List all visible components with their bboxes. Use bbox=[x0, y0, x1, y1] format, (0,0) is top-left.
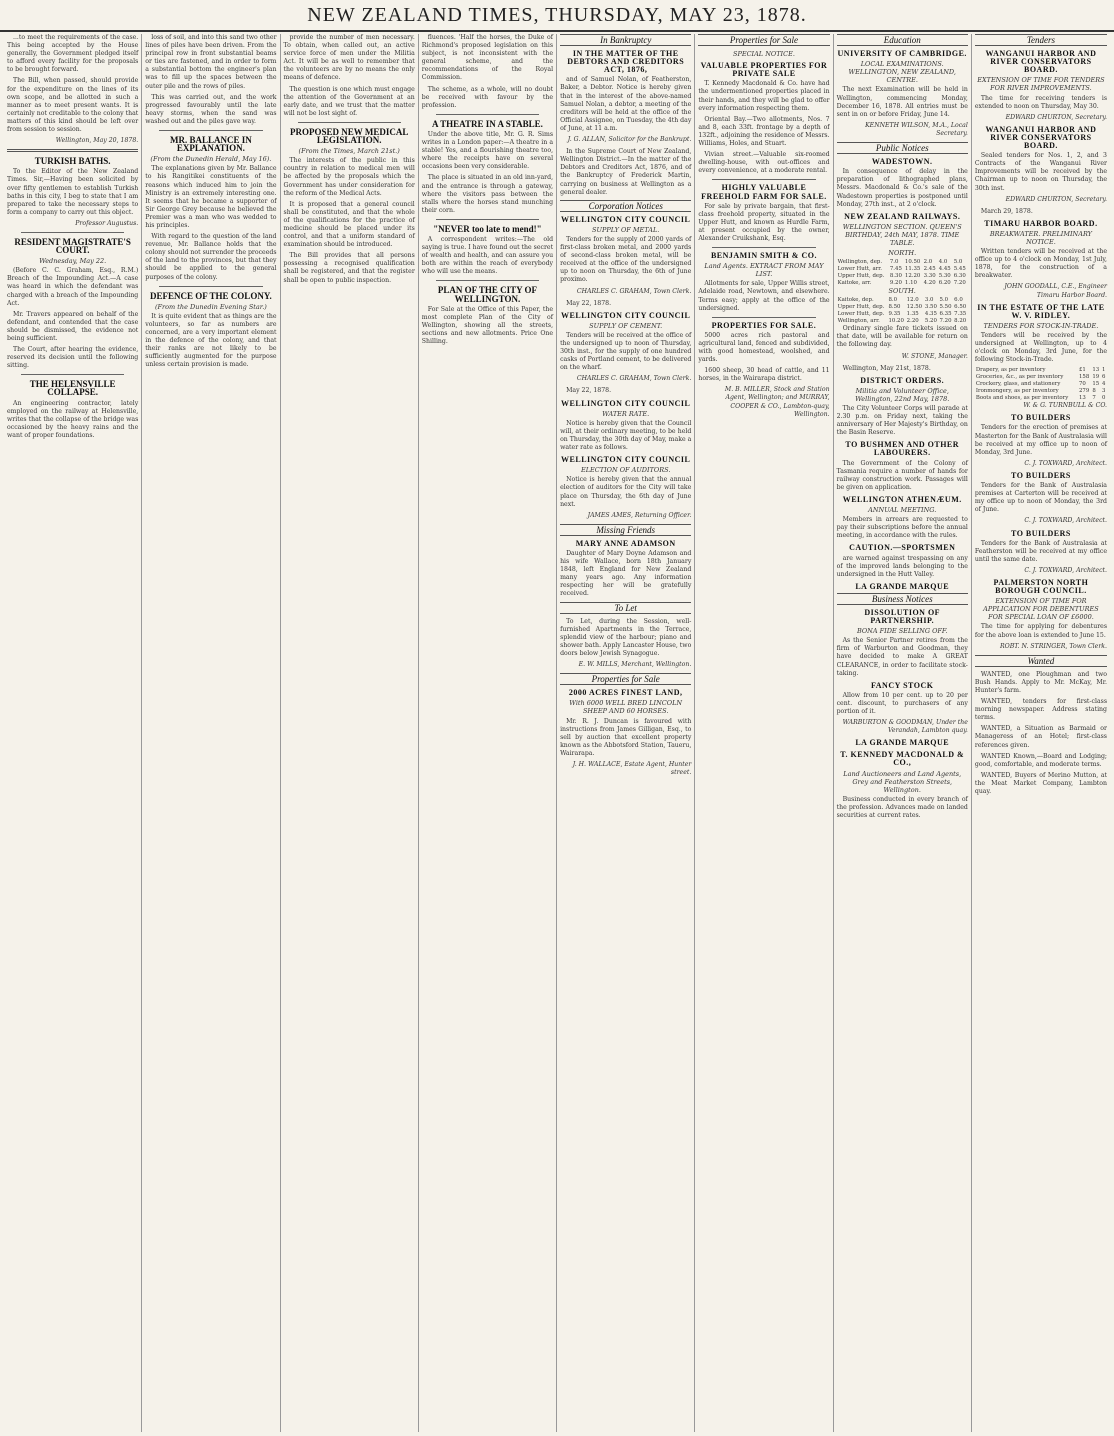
notice-subheading: WELLINGTON SECTION. QUEEN'S BIRTHDAY, 24th MAY, 1878. TIME TABLE. bbox=[842, 222, 962, 247]
section-banner: Properties for Sale bbox=[698, 34, 829, 46]
notice-heading: UNIVERSITY OF CAMBRIDGE. bbox=[837, 49, 967, 59]
tender-row: Boots and shoes, as per inventory 13 7 0 bbox=[975, 395, 1106, 402]
section-heading: PLAN OF THE CITY OF WELLINGTON. bbox=[437, 285, 538, 304]
article-paragraph: The place is situated in an old inn-yard, and the entrance is through a gateway, where the visitors pass between the stalls where the horses stand munching their corn. bbox=[421, 174, 554, 214]
section-banner: Corporation Notices bbox=[560, 200, 691, 212]
signature: EDWARD CHURTON, Secretary. bbox=[1005, 195, 1107, 203]
signature: C. J. TOXWARD, Architect. bbox=[1024, 566, 1107, 574]
notice-text: 1600 sheep, 30 head of cattle, and 11 horses, in the Wairarapa district. bbox=[698, 367, 830, 383]
notice-text: Members in arrears are requested to pay their subscriptions before the annual meeting, in accordance with the rules. bbox=[836, 516, 968, 540]
tender-row: Drapery, as per inventory £1 13 1 bbox=[975, 367, 1106, 374]
section-banner: Business Notices bbox=[837, 593, 968, 605]
divider bbox=[436, 114, 539, 115]
timetable-row: Upper Hutt, dep. 8.50 12.50 3.50 5.50 6.50 bbox=[837, 304, 967, 311]
article-paragraph: ...to meet the requirements of the case. This being accepted by the House generally, the Government pledged itself to afford every facility for the proposals to be brought forward. bbox=[7, 34, 139, 74]
columns bbox=[4, 34, 1110, 1432]
divider bbox=[712, 317, 815, 318]
section-banner: Missing Friends bbox=[560, 524, 691, 536]
notice-heading: IN THE ESTATE OF THE LATE W. V. RIDLEY. bbox=[977, 302, 1105, 320]
column-3 bbox=[281, 34, 419, 1432]
notice-heading: BENJAMIN SMITH & CO. bbox=[710, 251, 817, 261]
notice-heading: LA GRANDE MARQUE bbox=[855, 738, 950, 748]
notice-text: Notice is hereby given that the annual election of auditors for the City will take place on Thursday, the 6th day of June next. bbox=[560, 476, 692, 508]
column-6 bbox=[695, 34, 833, 1432]
notice-text: For sale by private bargain, that first-class freehold property, situated in the Upper Hutt, and known as Hurdle Farm, at present occupied by the owner, Alexander Cruikshank, Esq. bbox=[698, 202, 830, 242]
notice-heading: HIGHLY VALUABLE FREEHOLD FARM FOR SALE. bbox=[701, 183, 827, 201]
wanted-ad: WANTED Known,—Board and Lodging; good, comfortable, and moderate terms. bbox=[974, 752, 1107, 768]
column-4 bbox=[419, 34, 557, 1432]
section-heading: TURKISH BATHS. bbox=[34, 156, 111, 167]
notice-text: Allotments for sale, Upper Willis street, Adelaide road, Newtown, and elsewhere. Terms easy; apply at the office of the undersigned. bbox=[698, 280, 830, 312]
notice-subheading: EXTENSION OF TIME FOR APPLICATION FOR DEBENTURES FOR SPECIAL LOAN OF £6000. bbox=[983, 597, 1099, 622]
section-banner: Properties for Sale bbox=[560, 673, 691, 685]
divider bbox=[21, 374, 124, 375]
timetable-row: Upper Hutt, dep. 8.30 12.20 3.30 5.30 6.30 bbox=[837, 273, 966, 280]
article-paragraph: This was carried out, and the work progressed favourably until the late heavy storms, when the sand was washed out and the piles gave way. bbox=[145, 93, 277, 125]
timetable-north bbox=[837, 259, 968, 287]
section-heading: A THEATRE IN A STABLE. bbox=[432, 118, 543, 129]
divider bbox=[159, 286, 262, 287]
tender-row: Ironmongery, as per inventory 279 8 3 bbox=[975, 388, 1106, 395]
signature: W. STONE, Manager. bbox=[901, 352, 968, 360]
notice-text: T. Kennedy Macdonald & Co. have had the undermentioned properties placed in their hands, and they will be glad to offer every information respecting them. bbox=[698, 80, 830, 112]
notice-heading: WELLINGTON CITY COUNCIL bbox=[561, 214, 691, 224]
timetable-south bbox=[837, 297, 968, 325]
notice-subheading: LOCAL EXAMINATIONS. WELLINGTON, NEW ZEALAND, CENTRE. bbox=[848, 60, 956, 85]
notice-date: May 22, 1878. bbox=[566, 387, 612, 395]
section-banner: Tenders bbox=[975, 34, 1107, 46]
article-paragraph: (Before C. C. Graham, Esq., R.M.) Breach of the Impounding Act.—A case was heard in which the defendant was charged with a breach of the Impounding Act. bbox=[7, 267, 139, 307]
divider bbox=[712, 179, 815, 180]
notice-heading: FANCY STOCK bbox=[870, 680, 934, 690]
notice-text: Tenders will be received by the undersigned at Wellington, up to 4 o'clock on Monday, 3rd June, for the following Stock-in-Trade. bbox=[974, 331, 1107, 364]
notice-heading: DISSOLUTION OF PARTNERSHIP. bbox=[864, 607, 941, 626]
notice-date: March 29, 1878. bbox=[980, 207, 1033, 215]
wanted-ad: WANTED, tenders for first-class morning newspaper. Address stating terms. bbox=[974, 698, 1107, 722]
notice-heading: TO BUILDERS bbox=[1011, 470, 1071, 480]
article-paragraph: loss of soil, and into this sand two other lines of piles have been driven. From the principal row in front substantial beams or ties are fastened, and in order to form a substantial bottom the engineer's plan was to fill up the spaces between the outer pile and the rows of piles. bbox=[145, 34, 277, 90]
notice-text: Daughter of Mary Doyne Adamson and his wife Wallace, born 18th January 1848, left England for New Zealand many years ago. Any information respecting her will be gratefully received. bbox=[560, 549, 692, 598]
notice-text: 5000 acres rich pastoral and agricultural land, fenced and subdivided, with good homestead, woolshed, and yards. bbox=[698, 331, 830, 364]
section-banner: Education bbox=[837, 34, 968, 46]
column-5 bbox=[557, 34, 695, 1432]
section-banner: To Let bbox=[560, 602, 691, 614]
tender-table bbox=[975, 367, 1107, 402]
article-paragraph: It is proposed that a general council shall be constituted, and that the whole of the qualifications for the practice of medicine should be placed under its control, and that a uniform standard of examination should be introduced. bbox=[283, 200, 415, 249]
section-heading: THE HELENSVILLE COLLAPSE. bbox=[29, 379, 116, 398]
notice-text: Allow from 10 per cent. up to 20 per cent. discount, to purchasers of any portion of it. bbox=[836, 691, 968, 715]
notice-heading: DISTRICT ORDERS. bbox=[860, 375, 945, 385]
notice-heading: TO BUILDERS bbox=[1011, 413, 1071, 423]
notice-heading: WANGANUI HARBOR AND RIVER CONSERVATORS BOARD. bbox=[985, 124, 1097, 151]
notice-text: The time for applying for debentures for the above loan is extended to June 15. bbox=[974, 623, 1107, 639]
divider bbox=[7, 149, 138, 152]
notice-heading: PALMERSTON NORTH BOROUGH COUNCIL. bbox=[993, 577, 1089, 596]
signature: JAMES AMES, Returning Officer. bbox=[587, 511, 692, 519]
timetable-row: Lower Hutt, arr. 7.45 11.35 2.45 4.45 5.45 bbox=[837, 266, 966, 273]
signature: C. J. TOXWARD, Architect. bbox=[1024, 459, 1107, 467]
notice-subheading: SPECIAL NOTICE. bbox=[733, 50, 795, 59]
notice-subheading: BONA FIDE SELLING OFF. bbox=[856, 627, 948, 636]
column-8 bbox=[972, 34, 1110, 1432]
notice-text: To Let, during the Session, well-furnished Apartments in the Terrace, splendid view of the harbour; piano and shower bath. Apply Lancaster House, two doors below Jewish Synagogue. bbox=[560, 617, 692, 657]
notice-text: The time for receiving tenders is extended to noon on Thursday, May 30. bbox=[974, 94, 1107, 110]
article-paragraph: Under the above title, Mr. G. R. Sims writes in a London paper:—A theatre in a stable! Yes, and a flourishing theatre too, where the receipts have on several occasions been very considerable. bbox=[421, 130, 554, 171]
timetable-row: Kaitoke, arr. 9.20 1.10 4.20 6.20 7.20 bbox=[837, 280, 966, 287]
divider bbox=[436, 219, 539, 220]
timetable-label: SOUTH. bbox=[888, 287, 916, 296]
newspaper-title: NEW ZEALAND TIMES, THURSDAY, MAY 23, 1878. bbox=[307, 4, 807, 26]
notice-subheading: WATER RATE. bbox=[602, 409, 650, 418]
notice-subheading: SUPPLY OF METAL. bbox=[592, 225, 660, 234]
divider bbox=[21, 232, 124, 233]
notice-heading: CAUTION.—SPORTSMEN bbox=[849, 543, 956, 553]
article-paragraph: With regard to the question of the land revenue, Mr. Ballance holds that the colony should not surrender the proceeds of the land to the provinces, but that they should be applied to the general purposes of the colony. bbox=[145, 233, 277, 281]
article-paragraph: The interests of the public in this country in relation to medical men will be affected by the proposals which the Government has under consideration for the reform of the Medical Acts. bbox=[283, 157, 415, 197]
notice-heading: VALUABLE PROPERTIES FOR PRIVATE SALE bbox=[700, 61, 828, 79]
article-paragraph: It is quite evident that as things are the volunteers, so far as numbers are concerned, are a very important element in the defence of the colony, and that their ranks are not likely to be sufficiently augmented for the purpose unless certain provision is made. bbox=[145, 312, 277, 369]
notice-heading: WANGANUI HARBOR AND RIVER CONSERVATORS BOARD. bbox=[985, 49, 1097, 75]
signature: J. H. WALLACE, Estate Agent, Hunter street. bbox=[572, 761, 692, 777]
notice-text: Mr. R. J. Duncan is favoured with instructions from James Gilligan, Esq., to sell by auction that excellent property known as the Abbotsford Station, Taueru, Wairarapa. bbox=[560, 717, 692, 757]
notice-subheading: TENDERS FOR STOCK-IN-TRADE. bbox=[983, 321, 1099, 330]
article-paragraph: An engineering contractor, lately employed on the railway at Helensville, writes that the collapse of the bridge was occasioned by the heavy rains and the want of proper foundations. bbox=[7, 399, 139, 439]
notice-text: Tenders will be received at the office of the undersigned up to noon of Thursday, 30th inst., for the supply of one hundred casks of Portland cement, to be delivered on the wharf. bbox=[560, 331, 692, 372]
article-paragraph: provide the number of men necessary. To obtain, when called out, an active service force of men under the Militia Act. It will be as well to remember that the volunteers are by no means the only means of defence. bbox=[283, 34, 415, 82]
divider bbox=[298, 122, 401, 123]
divider bbox=[159, 130, 262, 131]
section-subheading: (From the Dunedin Evening Star.) bbox=[154, 302, 267, 311]
column-2 bbox=[142, 34, 280, 1432]
notice-subheading: BREAKWATER. PRELIMINARY NOTICE. bbox=[989, 229, 1092, 246]
article-paragraph: The explanations given by Mr. Ballance to his Rangitikei constituents of the reasons which induced him to join the Ministry is an extremely interesting one. It seems that he became a supporter of Sir George Grey because he believed the Premier was a man who was wedded to his principles. bbox=[145, 165, 277, 229]
notice-text: Tenders for the Bank of Australasia premises at Carterton will be received at my office up to noon of Monday, the 3rd of June. bbox=[974, 482, 1107, 514]
notice-heading: TIMARU HARBOR BOARD. bbox=[984, 218, 1098, 228]
article-paragraph: The Bill provides that all persons possessing a recognised qualification shall be registered, and that the register shall be open to public inspection. bbox=[283, 252, 415, 284]
timetable-row: Wellington, dep. 7.0 10.50 2.0 4.0 5.0 bbox=[837, 259, 963, 266]
signature: WARBURTON & GOODMAN, Under the Verandah, Lambton quay. bbox=[842, 719, 968, 735]
section-heading: MR. BALLANCE IN EXPLANATION. bbox=[170, 135, 252, 154]
notice-date: May 22, 1878. bbox=[566, 299, 612, 307]
masthead bbox=[0, 0, 1114, 32]
timetable-row: Lower Hutt, dep. 9.35 1.35 4.35 6.35 7.35 bbox=[837, 311, 967, 318]
notice-subheading: SUPPLY OF CEMENT. bbox=[589, 321, 663, 330]
notice-heading: TO BUILDERS bbox=[1011, 528, 1071, 538]
section-subheading: (From the Dunedin Herald, May 16). bbox=[150, 155, 272, 164]
notice-text: The City Volunteer Corps will parade at 2.30 p.m. on Friday next, taking the anniversary of Her Majesty's Birthday, on the Basin Reserve. bbox=[836, 405, 968, 437]
notice-heading: NEW ZEALAND RAILWAYS. bbox=[844, 211, 961, 221]
timetable-row: Kaitoke, dep. 8.0 12.0 3.0 5.0 6.0 bbox=[837, 297, 963, 304]
signature: CHARLES C. GRAHAM, Town Clerk. bbox=[576, 375, 692, 383]
signature: ROBT. N. STRINGER, Town Clerk. bbox=[1000, 642, 1107, 650]
notice-subheading: ANNUAL MEETING. bbox=[868, 506, 937, 515]
notice-text: Vivian street.—Valuable six-roomed dwelling-house, with out-offices and every convenience, at a moderate rental. bbox=[698, 151, 830, 175]
wanted-ad: WANTED, a Situation as Barmaid or Manageress of an Hotel; first-class references given. bbox=[974, 725, 1107, 749]
notice-heading: IN THE MATTER OF THE DEBTORS AND CREDITORS ACT, 1876, bbox=[567, 49, 685, 75]
article-paragraph: fluences. 'Half the horses, the Duke of Richmond's proposed legislation on this subject, is not inconsistent with the general scheme, and the recommendations of the Royal Commission. bbox=[421, 34, 554, 82]
notice-text: Tenders for the Bank of Australasia at Featherston will be received at my office until the same date. bbox=[974, 539, 1107, 563]
article-paragraph: The scheme, as a whole, will no doubt be received with favour by the profession. bbox=[421, 85, 554, 109]
timetable-label: NORTH. bbox=[888, 249, 917, 258]
notice-subheading: Militia and Volunteer Office, Wellington, 22nd May, 1878. bbox=[855, 386, 950, 403]
section-banner: In Bankruptcy bbox=[560, 34, 691, 46]
signature: JOHN GOODALL, C.E., Engineer Timaru Harbor Board. bbox=[1004, 283, 1107, 299]
signoff: Wellington, May 20, 1878. bbox=[55, 137, 139, 145]
notice-heading: WELLINGTON CITY COUNCIL bbox=[561, 455, 691, 465]
wanted-ad: WANTED, one Ploughman and two Bush Hands. Apply to Mr. McKay, Mr. Hunter's farm. bbox=[974, 670, 1107, 694]
notice-text: Ordinary single fare tickets issued on that date, will be available for return on the following day. bbox=[836, 325, 968, 349]
signature: W. & G. TURNBULL & CO. bbox=[1023, 402, 1107, 410]
notice-heading: WELLINGTON CITY COUNCIL bbox=[561, 310, 691, 320]
wanted-ad: WANTED, Buyers of Merino Mutton, at the Meat Market Company, Lambton quay. bbox=[974, 771, 1107, 796]
notice-text: Business conducted in every branch of the profession. Advances made on landed securities at current rates. bbox=[836, 795, 968, 820]
notice-heading: MARY ANNE ADAMSON bbox=[575, 538, 676, 548]
notice-text: are warned against trespassing on any of the improved lands belonging to the undersigned in the Hutt Valley. bbox=[836, 554, 968, 578]
section-heading: RESIDENT MAGISTRATE'S COURT. bbox=[14, 236, 131, 256]
notice-text: In consequence of delay in the preparation of lithographed plans, Messrs. Macdonald & Co.'s sale of the Wadestown properties is postponed until Monday, 27th inst., at 2 o'clock. bbox=[836, 168, 968, 208]
column-1 bbox=[4, 34, 142, 1432]
section-banner: Wanted bbox=[975, 655, 1107, 667]
notice-heading: 2000 ACRES FINEST LAND, bbox=[568, 688, 683, 698]
notice-heading: WELLINGTON CITY COUNCIL bbox=[561, 398, 691, 408]
notice-text: In the Supreme Court of New Zealand, Wellington District.—In the matter of the Debtors and Creditors Act, 1876, and of the Bankruptcy of Frederick Martin, carrying on business at Wellington as a general dealer. bbox=[560, 148, 692, 196]
notice-text: Written tenders will be received at the office up to 4 o'clock on Monday, 1st July, 1878, for the construction of a breakwater. bbox=[974, 248, 1107, 280]
section-heading: DEFENCE OF THE COLONY. bbox=[150, 290, 272, 301]
notice-text: Oriental Bay.—Two allotments, Nos. 7 and 8, each 33ft. frontage by a depth of 132ft., adjoining the residence of Messrs. Williams, Holes, and Stuart. bbox=[698, 115, 830, 148]
section-subheading: (From the Times, March 21st.) bbox=[298, 147, 400, 156]
notice-date: Wellington, May 21st, 1878. bbox=[842, 364, 931, 372]
notice-text: The next Examination will be held in Wellington, commencing Monday, December 16, 1878. All entries must be sent in on or before Friday, June 14. bbox=[836, 86, 968, 118]
tender-row: Crockery, glass, and stationery 70 15 4 bbox=[975, 381, 1106, 388]
notice-text: Sealed tenders for Nos. 1, 2, and 3 Contracts of the Wanganui River Improvements will be received by the Chairman up to noon on Thursday, the 30th inst. bbox=[974, 152, 1107, 192]
divider bbox=[436, 280, 539, 281]
notice-text: Tenders for the erection of premises at Masterton for the Bank of Australasia will be received at my office up to noon of Monday, 3rd June. bbox=[974, 424, 1107, 456]
column-7 bbox=[834, 34, 972, 1432]
article-paragraph: The question is one which must engage the attention of the Government at an early date, and we trust that the matter will not be lost sight of. bbox=[283, 85, 415, 117]
notice-subheading: EXTENSION OF TIME FOR TENDERS FOR RIVER IMPROVEMENTS. bbox=[977, 76, 1105, 93]
article-paragraph: A correspondent writes:—The old saying is true. I have found out the secret of wealth and health, and can assure you both are within the reach of everybody who will use the means. bbox=[421, 235, 554, 276]
notice-subheading: With 6000 WELL BRED LINCOLN SHEEP AND 60 HORSES. bbox=[569, 699, 683, 716]
signature: J. G. ALLAN, Solicitor for the Bankrupt. bbox=[567, 136, 692, 144]
notice-subheading: Land Auctioneers and Land Agents, Grey and Featherston Streets, Wellington. bbox=[843, 769, 962, 794]
article-paragraph: To the Editor of the New Zealand Times. Sir,—Having been solicited by over fifty gentlemen to establish Turkish baths in this city, I beg to state that I am prepared to take the necessary steps to form a company to carry out this object. bbox=[7, 168, 139, 216]
notice-heading: WELLINGTON ATHENÆUM. bbox=[842, 494, 962, 504]
section-banner: Public Notices bbox=[837, 142, 968, 154]
notice-text: The Government of the Colony of Tasmania require a number of hands for railway construction work. Passages will be given on application. bbox=[836, 459, 968, 491]
signature: E. W. MILLS, Merchant, Wellington. bbox=[578, 661, 692, 669]
section-heading: PROPOSED NEW MEDICAL LEGISLATION. bbox=[289, 126, 409, 146]
signature: M. B. MILLER, Stock and Station Agent, Wellington; and MURRAY, COOPER & CO., Lambton-quay, Wellington. bbox=[724, 386, 830, 418]
notice-text: As the Senior Partner retires from the firm of Warburton and Goodman, they have decided to make A GREAT CLEARANCE, in order to facilitate stock-taking. bbox=[836, 637, 968, 677]
notice-heading: T. KENNEDY MACDONALD & CO., bbox=[840, 750, 965, 768]
notice-text: and of Samuel Nolan, of Featherston, Baker, a Debtor. Notice is hereby given that in the interest of the above-named Samuel Nolan, a debtor, a meeting of the creditors will be held at the office of the Official Assignee, on Tuesday, the 4th day of June, at 11 a.m. bbox=[560, 76, 692, 132]
tender-row: Groceries, &c., as per inventory 158 19 6 bbox=[975, 374, 1106, 381]
notice-subheading: Land Agents. EXTRACT FROM MAY LIST. bbox=[704, 262, 824, 279]
notice-text: Tenders for the supply of 2000 yards of first-class broken metal, and 2000 yards of second-class broken metal, will be received at the office of the undersigned up to noon on Thursday, the 6th of June proximo. bbox=[560, 235, 692, 284]
divider bbox=[712, 247, 815, 248]
article-paragraph: Mr. Travers appeared on behalf of the defendant, and contended that the case should be dismissed, the evidence not being sufficient. bbox=[7, 310, 139, 342]
signature: KENNETH WILSON, M.A., Local Secretary. bbox=[865, 121, 968, 137]
notice-heading: LA GRANDE MARQUE bbox=[855, 581, 950, 591]
article-paragraph: The Bill, when passed, should provide for the expenditure on the lines of its own scope, and be allotted in such a manner as to meet present wants. It is certainly not creditable to the colony that matters of this kind should be left over from session to session. bbox=[7, 77, 139, 134]
notice-text: Notice is hereby given that the Council will, at their ordinary meeting, to be held on Thursday, the 30th day of May, make a water rate as follows. bbox=[560, 419, 692, 452]
signature: CHARLES C. GRAHAM, Town Clerk. bbox=[576, 287, 692, 295]
notice-heading: WADESTOWN. bbox=[871, 157, 933, 167]
notice-subheading: ELECTION OF AUDITORS. bbox=[580, 466, 671, 475]
section-subheading: Wednesday, May 22. bbox=[39, 257, 107, 266]
signature: C. J. TOXWARD, Architect. bbox=[1024, 517, 1107, 525]
article-paragraph: For Sale at the Office of this Paper, the most complete Plan of the City of Wellington, showing all the streets, sections and new allotments. Price One Shilling. bbox=[421, 305, 554, 345]
section-heading: "NEVER too late to mend!" bbox=[433, 223, 542, 234]
article-paragraph: The Court, after hearing the evidence, reserved its decision until the following sitting. bbox=[7, 346, 139, 370]
timetable-row: Wellington, arr. 10.20 2.20 5.20 7.20 8.20 bbox=[837, 318, 967, 325]
notice-heading: PROPERTIES FOR SALE. bbox=[711, 320, 817, 330]
notice-heading: TO BUSHMEN AND OTHER LABOURERS. bbox=[845, 440, 960, 458]
signature: Professor Augustus. bbox=[75, 219, 139, 227]
signature: EDWARD CHURTON, Secretary. bbox=[1005, 113, 1107, 121]
